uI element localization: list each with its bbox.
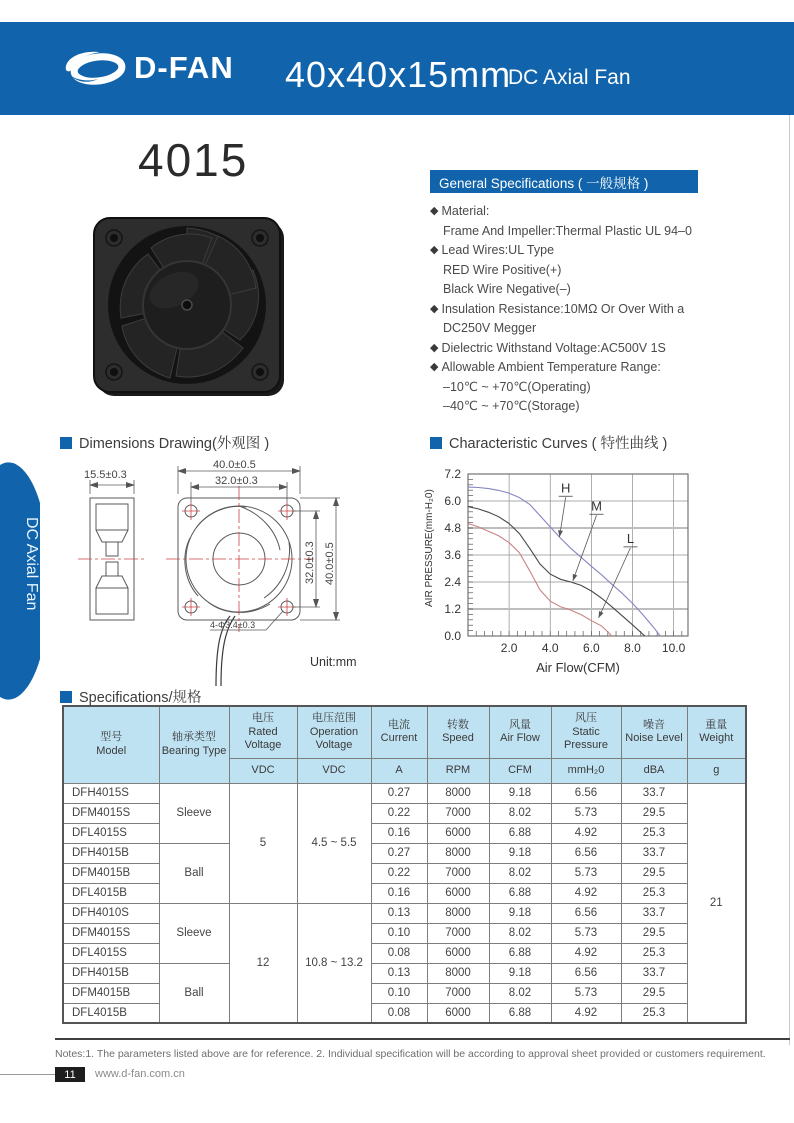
table-cell: DFH4015B [63,843,159,863]
model-number: 4015 [138,134,249,186]
spec-item: ◆ Dielectric Withstand Voltage:AC500V 1S [430,339,760,359]
table-row [63,783,746,803]
table-header-cell: 风量 Air Flow [489,706,551,758]
table-cell: 0.16 [371,823,427,843]
table-cell: 0.16 [371,883,427,903]
table-cell: 25.3 [621,943,687,963]
table-cell: 7000 [427,803,489,823]
table-row [63,963,746,983]
right-page-rule [789,115,790,1045]
table-unit-cell: CFM [489,758,551,783]
spec-item: RED Wire Positive(+) [443,262,562,277]
table-row [63,903,746,923]
table-cell: 4.92 [551,1003,621,1023]
table-cell: Sleeve [159,903,229,963]
table-cell: 8.02 [489,803,551,823]
table-cell: 6.88 [489,823,551,843]
svg-text:4.0: 4.0 [541,641,559,655]
table-cell: Ball [159,843,229,903]
notes-divider [55,1038,790,1040]
table-cell: 29.5 [621,983,687,1003]
table-cell: 5.73 [551,803,621,823]
table-cell: 12 [229,903,297,1023]
table-header-cell: 转数 Speed [427,706,489,758]
table-cell: DFH4010S [63,903,159,923]
dim-hole-pitch-v: 32.0±0.3 [304,541,316,584]
table-cell: DFL4015S [63,943,159,963]
characteristic-curves-chart [422,460,707,683]
table-cell: 5.73 [551,923,621,943]
svg-text:L: L [626,530,635,546]
sidebar-tab-label: DC Axial Fan [23,517,40,611]
table-row [63,843,746,863]
svg-text:2.4: 2.4 [444,575,461,589]
section-dimensions-title: Dimensions Drawing(外观图 ) [60,432,269,453]
table-header-cell: 电压 Rated Voltage [229,706,297,758]
table-cell: 9.18 [489,843,551,863]
header-bar [0,22,794,115]
spec-item: ◆ Lead Wires:UL Type [430,241,760,261]
specifications-table [62,705,747,1024]
table-cell: 0.08 [371,1003,427,1023]
table-cell: 25.3 [621,1003,687,1023]
spec-item: DC250V Megger [443,321,537,335]
table-cell: 0.22 [371,863,427,883]
sidebar-category-tab [0,445,50,717]
table-cell: 33.7 [621,963,687,983]
table-cell: 33.7 [621,843,687,863]
svg-text:10.0: 10.0 [661,641,686,655]
dimensions-drawing [70,458,410,693]
table-header-cell: 电流 Current [371,706,427,758]
diamond-bullet-icon: ◆ [430,361,439,373]
table-header-cell: 风压 Static Pressure [551,706,621,758]
website-url: www.d-fan.com.cn [95,1068,185,1080]
spec-item: ◆ Insulation Resistance:10MΩ Or Over With a [430,300,760,320]
table-cell: 6000 [427,823,489,843]
table-cell: 5.73 [551,983,621,1003]
table-cell: 6000 [427,883,489,903]
svg-text:2.0: 2.0 [500,641,518,655]
table-cell: 6.56 [551,843,621,863]
table-cell: 6.56 [551,903,621,923]
table-cell: DFL4015B [63,883,159,903]
svg-text:1.2: 1.2 [444,602,461,616]
svg-text:M: M [591,498,602,514]
table-cell: 9.18 [489,783,551,803]
table-cell: DFL4015B [63,1003,159,1023]
table-unit-cell: mmH₂0 [551,758,621,783]
svg-text:4.8: 4.8 [444,521,461,535]
table-cell: 4.92 [551,823,621,843]
table-cell: 6.56 [551,963,621,983]
spec-item: –40℃ ~ +70℃(Storage) [443,399,580,413]
table-cell: 7000 [427,863,489,883]
diamond-bullet-icon: ◆ [430,205,439,217]
diamond-bullet-icon: ◆ [430,302,439,315]
section-bullet-icon [60,437,72,449]
page-title: 40x40x15mm [285,54,512,95]
table-unit-cell: g [687,758,746,783]
dim-hole-callout: 4-Φ3.4±0.3 [210,620,256,630]
table-unit-cell: A [371,758,427,783]
table-cell: 25.3 [621,823,687,843]
table-cell: 8.02 [489,863,551,883]
table-cell: DFH4015B [63,963,159,983]
table-cell: 25.3 [621,883,687,903]
table-cell: 6000 [427,1003,489,1023]
table-cell: 6.88 [489,1003,551,1023]
svg-text:AIR PRESSURE(mm-H₂0): AIR PRESSURE(mm-H₂0) [424,489,435,607]
svg-text:H: H [560,480,571,496]
spec-item: –10℃ ~ +70℃(Operating) [443,379,591,394]
table-cell: 5 [229,783,297,903]
table-cell: 6.88 [489,943,551,963]
svg-text:7.2: 7.2 [444,467,461,481]
diamond-bullet-icon: ◆ [430,341,439,354]
table-cell: 21 [687,783,746,1023]
table-cell: 0.22 [371,803,427,823]
brand-logo [62,40,234,96]
table-cell: 33.7 [621,903,687,923]
table-cell: DFM4015S [63,803,159,823]
table-cell: 5.73 [551,863,621,883]
table-cell: 29.5 [621,863,687,883]
section-bullet-icon [430,437,442,449]
table-cell: 8000 [427,783,489,803]
svg-text:6.0: 6.0 [583,641,600,655]
general-specs-header: General Specifications ( 一般规格 ) [430,170,698,193]
table-cell: 0.13 [371,903,427,923]
table-cell: 8.02 [489,923,551,943]
table-cell: 0.13 [371,963,427,983]
table-cell: 8000 [427,963,489,983]
table-cell: 0.27 [371,843,427,863]
table-unit-cell: VDC [229,758,297,783]
table-cell: Sleeve [159,783,229,843]
table-cell: 6.88 [489,883,551,903]
table-cell: 4.92 [551,883,621,903]
top-margin [0,0,794,22]
dim-side-width: 15.5±0.3 [84,469,127,481]
general-specs-list [430,202,760,417]
section-curves-title: Characteristic Curves ( 特性曲线 ) [430,432,667,453]
dim-hole-pitch-h: 32.0±0.3 [215,475,258,487]
brand-name: D-FAN [134,50,234,85]
table-cell: 29.5 [621,803,687,823]
table-cell: 0.27 [371,783,427,803]
svg-text:0.0: 0.0 [444,629,461,643]
spec-item: ◆ Material: [430,202,760,222]
svg-text:3.6: 3.6 [444,548,461,562]
dim-outer-height: 40.0±0.5 [324,542,336,585]
table-header-cell: 电压范围 Operation Voltage [297,706,371,758]
table-unit-cell: RPM [427,758,489,783]
table-cell: 9.18 [489,963,551,983]
table-unit-cell: dBA [621,758,687,783]
svg-text:8.0: 8.0 [624,641,641,655]
table-cell: DFH4015S [63,783,159,803]
table-cell: 8.02 [489,983,551,1003]
table-cell: DFM4015S [63,923,159,943]
table-cell: 29.5 [621,923,687,943]
table-cell: 7000 [427,923,489,943]
notes-text: Notes:1. The parameters listed above are for reference. 2. Individual specification will be according to approval sheet provided or customers requirement. [55,1048,766,1060]
table-cell: DFL4015S [63,823,159,843]
table-unit-cell: VDC [297,758,371,783]
table-cell: 6000 [427,943,489,963]
dim-unit-label: Unit:mm [310,655,357,669]
table-header-cell: 重量 Weight [687,706,746,758]
section-specs-title: Specifications/规格 [60,686,202,707]
spec-item: Frame And Impeller:Thermal Plastic UL 94–0 [443,223,692,238]
table-cell: 4.92 [551,943,621,963]
table-cell: 8000 [427,903,489,923]
page-number-badge: 11 [55,1067,85,1082]
table-cell: DFM4015B [63,983,159,1003]
table-cell: 0.10 [371,923,427,943]
table-cell: 33.7 [621,783,687,803]
table-cell: 6.56 [551,783,621,803]
table-cell: 8000 [427,843,489,863]
svg-text:Air Flow(CFM): Air Flow(CFM) [536,660,620,675]
svg-text:6.0: 6.0 [444,494,461,508]
table-header-cell: 轴承类型 Bearing Type [159,706,229,783]
dim-outer-width: 40.0±0.5 [213,459,256,471]
table-cell: 0.08 [371,943,427,963]
page-subtitle: DC Axial Fan [508,66,631,89]
fan-product-image [88,208,293,406]
footer-rule [0,1074,55,1075]
table-cell: Ball [159,963,229,1023]
fan-swoosh-icon [62,46,128,90]
spec-item: Black Wire Negative(–) [443,282,571,296]
table-header-cell: 噪音 Noise Level [621,706,687,758]
table-cell: 10.8 ~ 13.2 [297,903,371,1023]
table-header-cell: 型号 Model [63,706,159,783]
table-cell: 9.18 [489,903,551,923]
table-cell: 4.5 ~ 5.5 [297,783,371,903]
spec-item: ◆ Allowable Ambient Temperature Range: [430,358,760,378]
table-cell: DFM4015B [63,863,159,883]
table-cell: 7000 [427,983,489,1003]
table-cell: 0.10 [371,983,427,1003]
diamond-bullet-icon: ◆ [430,244,439,256]
